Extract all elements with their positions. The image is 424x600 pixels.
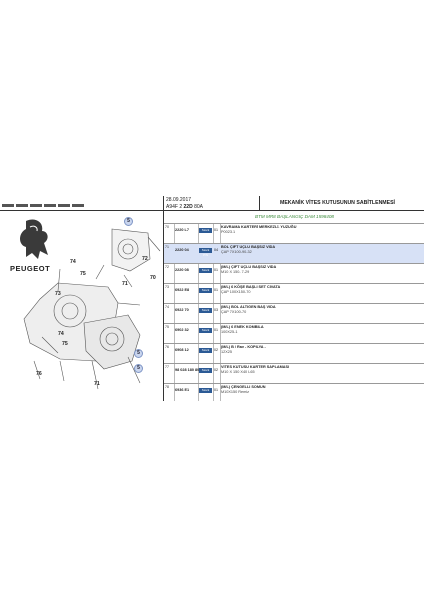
reference-bubble: 5	[134, 349, 143, 358]
table-row[interactable]	[164, 363, 424, 383]
part-description: (M/L) 6 ENEK KOMBILA	[221, 325, 264, 329]
part-number: 6922 E8	[175, 288, 190, 292]
part-number: 6908 12	[175, 348, 189, 352]
stock-tag[interactable]: Stock P/N	[199, 248, 212, 253]
stock-tag[interactable]: Stock P/N	[199, 388, 212, 393]
header-date: 28.09.2017	[166, 197, 192, 203]
stock-tag[interactable]: Stock P/N	[199, 308, 212, 313]
callout-label: 74	[70, 259, 76, 265]
stock-tag[interactable]: Stock P/N	[199, 348, 212, 353]
quantity: 02	[214, 348, 218, 352]
header-code	[166, 204, 259, 211]
row-ref: 71	[165, 245, 169, 249]
part-annotation: P0023.1	[221, 230, 236, 234]
part-description: (M/L) BOL ALTIGEN BAŞ VIDA	[221, 305, 276, 309]
quantity: 04	[214, 248, 218, 252]
row-ref: 74	[165, 305, 169, 309]
quantity: 01	[214, 288, 218, 292]
part-description: (M/L) ÇENGELLI SOMUN	[221, 385, 266, 389]
row-ref: 78	[165, 385, 169, 389]
part-description: (M/L) 6 KÖŞE BAŞLI SET CIVATA	[221, 285, 281, 289]
part-description: BOL ÇIFT UÇLU BAŞSIZ VIDA	[221, 245, 276, 249]
part-number: 98 028 180 80	[175, 368, 200, 372]
table-row[interactable]	[164, 323, 424, 343]
part-annotation: 12X25	[221, 350, 232, 354]
part-number: 6936 E1	[175, 388, 190, 392]
header-info	[163, 196, 259, 211]
quantity: 03	[214, 308, 218, 312]
stock-tag[interactable]: Stock P/N	[199, 288, 212, 293]
callout-label: 71	[94, 381, 100, 387]
part-number: 2220 04	[175, 248, 189, 252]
callout-label: 76	[36, 371, 42, 377]
table-row[interactable]	[164, 383, 424, 401]
callout-label: 75	[80, 271, 86, 277]
parts-table	[163, 211, 424, 401]
row-ref: 75	[165, 325, 169, 329]
part-number: 6922 70	[175, 308, 189, 312]
quantity: 01	[214, 268, 218, 272]
stock-tag[interactable]: Stock P/N	[199, 368, 212, 373]
quantity: 01	[214, 388, 218, 392]
row-ref: 73	[165, 285, 169, 289]
header-code-suffix: 80A	[194, 204, 203, 210]
reference-bubble: 5	[134, 364, 143, 373]
stock-tag[interactable]: Stock P/N	[199, 228, 212, 233]
callout-label: 71	[122, 281, 128, 287]
header-marker-bar	[2, 204, 84, 207]
quantity: 01	[214, 228, 218, 232]
table-row[interactable]	[164, 283, 424, 303]
table-row[interactable]	[164, 303, 424, 323]
part-number: 2220 08	[175, 268, 189, 272]
part-annotation: ÇAP 7X100-70	[221, 310, 247, 314]
part-annotation: ÇAP 100X150-70	[221, 290, 251, 294]
callout-label: 74	[58, 331, 64, 337]
table-row[interactable]	[164, 223, 424, 243]
header-left-cell	[0, 196, 163, 211]
part-annotation: 100X25-1	[221, 330, 238, 334]
header-code-bold: 22D	[183, 204, 193, 210]
table-row[interactable]	[164, 263, 424, 283]
stock-tag[interactable]: Stock P/N	[199, 268, 212, 273]
part-description: (M/L) B / Rav - KOPILYA -	[221, 345, 266, 349]
row-ref: 76	[165, 345, 169, 349]
brand-name: PEUGEOT	[10, 264, 51, 273]
row-ref: 77	[165, 365, 169, 369]
page-title: MEKANİK VİTES KUTUSUNUN SABİTLENMESİ	[259, 196, 424, 211]
part-annotation: M10 X 150 X40 L65	[221, 370, 255, 374]
callout-label: 73	[55, 291, 61, 297]
part-annotation: ÇAP 7X100-90-32	[221, 250, 252, 254]
part-number: 2220 L7	[175, 228, 189, 232]
row-ref: 72	[165, 265, 169, 269]
header-code-prefix: A94F 2	[166, 204, 183, 210]
part-annotation: M10 X 150- 7-29	[221, 270, 250, 274]
reference-bubble: 5	[124, 217, 133, 226]
part-description: KAVRAMA KARTERİ MERKEZLİ. YUZUĞU	[221, 225, 297, 229]
callout-label: 70	[150, 275, 156, 281]
table-subtitle: BTM MR8 BAŞLANGIÇ DAM 1598408	[255, 214, 334, 219]
quantity: 01	[214, 328, 218, 332]
table-row[interactable]	[164, 343, 424, 363]
part-description: (M/L) ÇIFT UÇLU BAŞSIZ VIDA	[221, 265, 277, 269]
part-number: 6902 32	[175, 328, 189, 332]
stock-tag[interactable]: Stock P/N	[199, 328, 212, 333]
quantity: 02	[214, 368, 218, 372]
part-description: VITES KUTUSU KARTER SAPLAMASI	[221, 365, 290, 369]
callout-label: 75	[62, 341, 68, 347]
row-ref: 70	[165, 225, 169, 229]
callout-label: 72	[142, 256, 148, 262]
part-annotation: M10X150 Remiz	[221, 390, 250, 394]
table-row[interactable]	[164, 243, 424, 263]
parts-sheet	[0, 196, 424, 402]
exploded-diagram	[0, 211, 163, 401]
